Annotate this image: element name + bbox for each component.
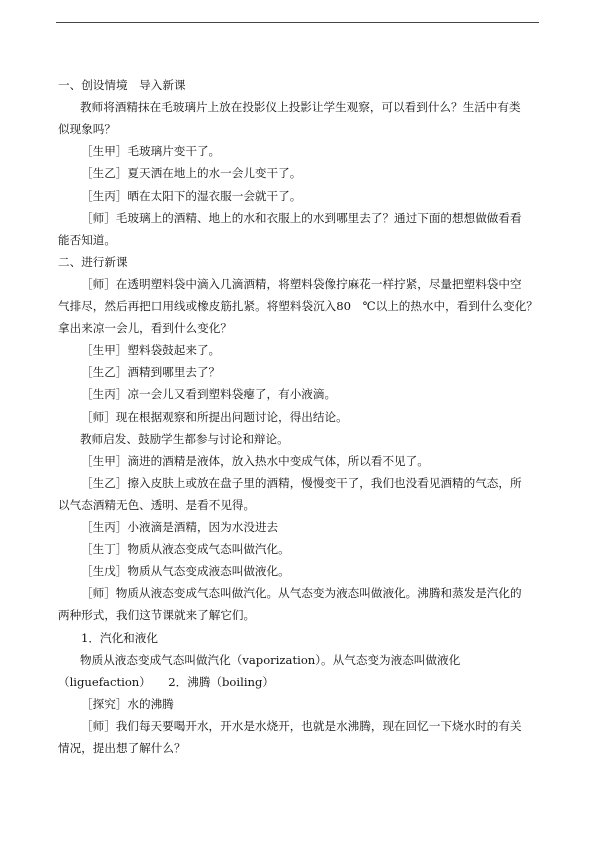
text-line: 情况，提出想了解什么？ <box>58 741 186 755</box>
text-line: ［生丙］晒在太阳下的湿衣服一会就干了。 <box>81 188 302 203</box>
text-line: ［生甲］塑料袋鼓起来了。 <box>81 343 221 358</box>
text-line: ［生甲］毛玻璃片变干了。 <box>81 144 221 159</box>
text-line: 似现象吗？ <box>58 122 116 137</box>
text-line: ［师］现在根据观察和所提出问题讨论，得出结论。 <box>81 409 348 424</box>
text-line: 物质从液态变成气态叫做汽化（vaporization）。从气态变为液态叫做液化 <box>80 652 461 667</box>
header-rule <box>56 22 539 23</box>
text-line: ［生甲］滴进的酒精是液体，放入热水中变成气体，所以看不见了。 <box>81 453 429 468</box>
section-heading: 一、创设情境 导入新课 <box>58 78 186 92</box>
text-line: 气排尽，然后再把口用线或橡皮筋扎紧。将塑料袋沉入80 ℃以上的热水中，看到什么变化？ <box>58 299 538 313</box>
text-line: ［生丙］凉一会儿又看到塑料袋瘪了，有小液滴。 <box>81 387 337 402</box>
text-line: 两种形式，我们这节课就来了解它们。 <box>58 608 256 623</box>
text-line: ［生丁］物质从液态变成气态叫做汽化。 <box>81 542 290 557</box>
text-line: 1．汽化和液化 <box>81 630 158 645</box>
text-line: 教师将酒精抹在毛玻璃片上放在投影仪上投影让学生观察，可以看到什么？生活中有类 <box>80 100 521 115</box>
text-line: 拿出来凉一会儿，看到什么变化？ <box>58 321 232 336</box>
text-line: 以气态酒精无色、透明、是看不见得。 <box>58 497 256 512</box>
text-line: （liguefaction） 2．沸腾（boiling） <box>58 674 275 689</box>
text-line: ［师］毛玻璃上的酒精、地上的水和衣服上的水到哪里去了？通过下面的想想做做看看 <box>81 210 522 225</box>
text-line: ［师］在透明塑料袋中滴入几滴酒精，将塑料袋像拧麻花一样拧紧，尽量把塑料袋中空 <box>81 276 522 291</box>
text-line: ［生乙］擦入皮肤上或放在盘子里的酒精，慢慢变干了，我们也没看见酒精的气态，所 <box>81 475 522 490</box>
text-line: 教师启发、鼓励学生都参与讨论和辩论。 <box>80 431 289 446</box>
text-line: ［生戊］物质从气态变成液态叫做液化。 <box>81 564 290 579</box>
text-line: ［师］我们每天要喝开水，开水是水烧开，也就是水沸腾，现在回忆一下烧水时的有关 <box>81 718 522 733</box>
text-line: ［生丙］小液滴是酒精，因为水没进去 <box>81 520 279 534</box>
text-line: ［探究］水的沸腾 <box>81 696 174 711</box>
section-heading: 二、进行新课 <box>58 254 128 269</box>
text-line: ［师］物质从液态变成气态叫做汽化。从气态变为液态叫做液化。沸腾和蒸发是汽化的 <box>81 586 522 601</box>
text-line: ［生乙］酒精到哪里去了？ <box>81 365 221 380</box>
text-line: 能否知道。 <box>58 232 116 247</box>
text-line: ［生乙］夏天洒在地上的水一会儿变干了。 <box>81 166 302 181</box>
